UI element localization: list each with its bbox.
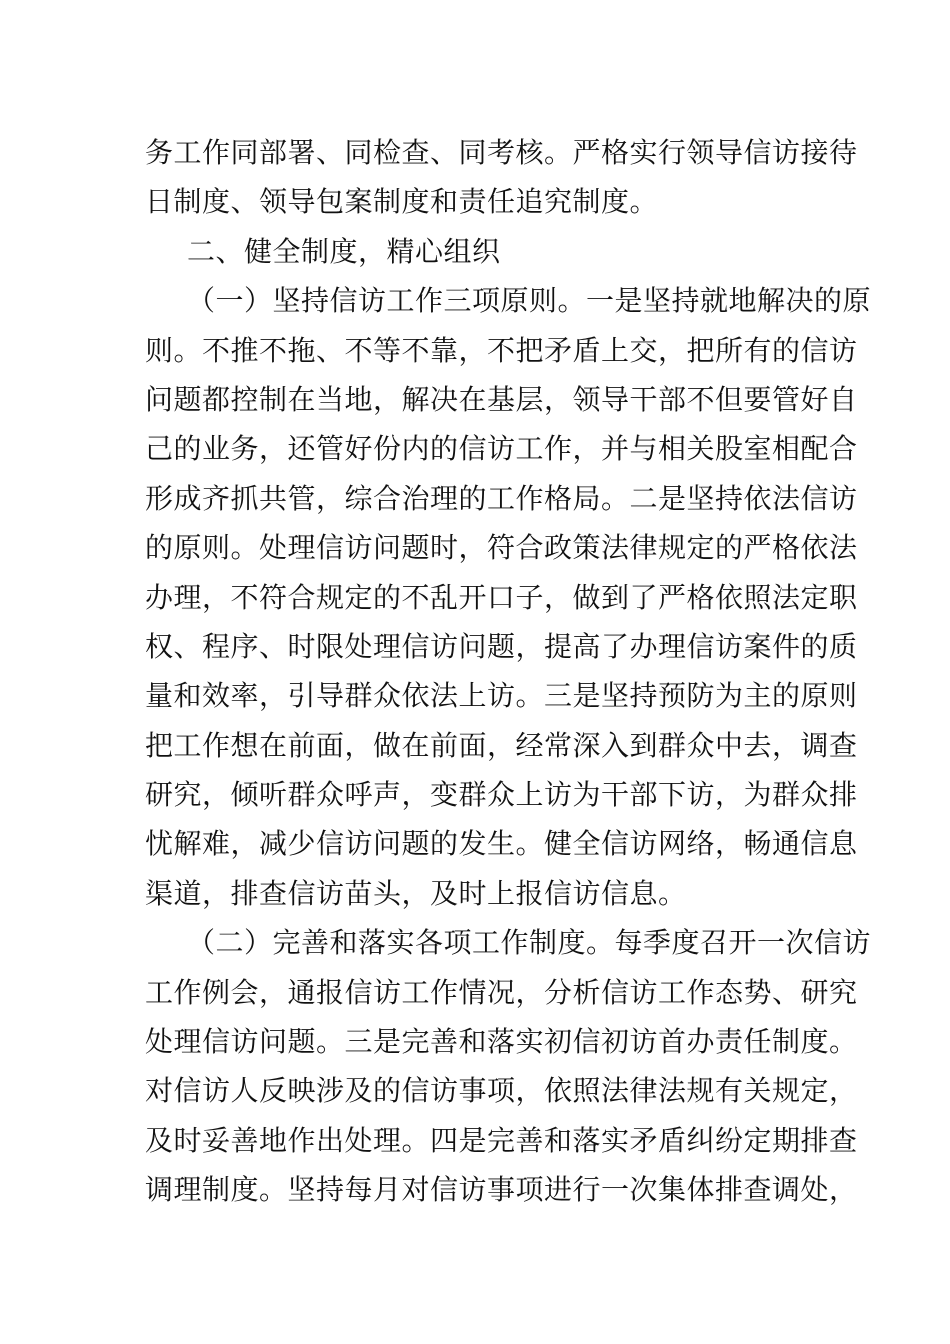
- text-line: 处理信访问题。三是完善和落实初信初访首办责任制度。: [145, 1025, 858, 1059]
- document-body: [145, 128, 872, 1215]
- text-line: 研究，倾听群众呼声，变群众上访为干部下访，为群众排: [145, 778, 858, 812]
- text-line: 调理制度。坚持每月对信访事项进行一次集体排查调处，: [145, 1173, 858, 1207]
- text-line: 工作例会，通报信访工作情况，分析信访工作态势、研究: [145, 975, 858, 1009]
- text-line: 己的业务，还管好份内的信访工作，并与相关股室相配合: [145, 432, 858, 466]
- text-line: （二）完善和落实各项工作制度。每季度召开一次信访: [187, 926, 872, 960]
- text-line: 形成齐抓共管，综合治理的工作格局。二是坚持依法信访: [145, 481, 858, 515]
- text-line: 务工作同部署、同检查、同考核。严格实行领导信访接待: [145, 136, 858, 169]
- text-line: 则。不推不拖、不等不靠，不把矛盾上交，把所有的信访: [145, 333, 858, 367]
- text-line: 渠道，排查信访苗头，及时上报信访信息。: [145, 876, 687, 910]
- section-heading: 二、健全制度，精心组织: [187, 234, 501, 268]
- text-line: 办理，不符合规定的不乱开口子，做到了严格依照法定职: [145, 580, 858, 614]
- text-line: （一）坚持信访工作三项原则。一是坚持就地解决的原: [187, 284, 872, 318]
- text-line: 问题都控制在当地，解决在基层，领导干部不但要管好自: [145, 382, 858, 416]
- text-line: 权、程序、时限处理信访问题，提高了办理信访案件的质: [145, 629, 858, 663]
- text-line: 量和效率，引导群众依法上访。三是坚持预防为主的原则: [145, 679, 858, 713]
- text-line: 把工作想在前面，做在前面，经常深入到群众中去，调查: [145, 728, 858, 762]
- text-line: 的原则。处理信访问题时，符合政策法律规定的严格依法: [145, 531, 858, 565]
- text-line: 忧解难，减少信访问题的发生。健全信访网络，畅通信息: [145, 827, 858, 861]
- text-line: 及时妥善地作出处理。四是完善和落实矛盾纠纷定期排查: [145, 1123, 858, 1157]
- text-line: 对信访人反映涉及的信访事项，依照法律法规有关规定，: [145, 1074, 858, 1108]
- text-line: 日制度、领导包案制度和责任追究制度。: [145, 185, 659, 219]
